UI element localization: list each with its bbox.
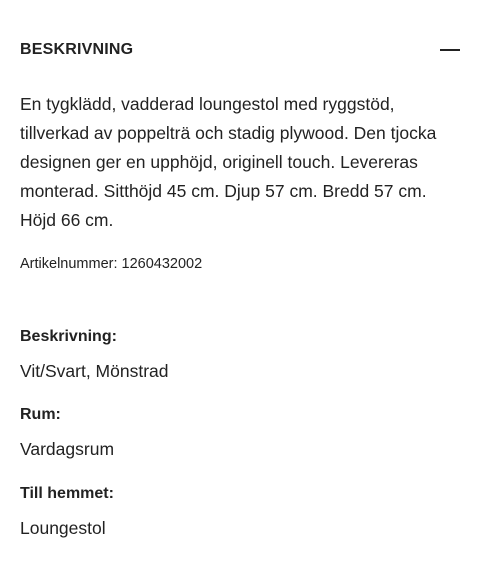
minus-icon — [440, 49, 460, 51]
product-description-text: En tygklädd, vadderad loungestol med ryggstöd, tillverkad av poppelträ och stadig plywood. Den tjocka designen ger en upphöjd, originell touch. Levereras monterad. Sitthöjd 45 cm. Djup 57 cm. Bredd 57 cm. Höjd 66 cm. — [20, 94, 437, 230]
attribute-value-home: Loungestol — [20, 518, 106, 538]
article-number: Artikelnummer: 1260432002 — [20, 256, 203, 272]
attribute-value-description: Vit/Svart, Mönstrad — [20, 361, 169, 381]
attribute-value-room: Vardagsrum — [20, 439, 115, 459]
section-title: BESKRIVNING — [20, 41, 134, 58]
attribute-label-room: Rum: — [20, 406, 61, 423]
collapse-button[interactable] — [439, 39, 461, 61]
attribute-label-description: Beskrivning: — [20, 328, 117, 345]
attribute-label-home: Till hemmet: — [20, 485, 114, 502]
description-accordion-header[interactable] — [20, 30, 459, 70]
